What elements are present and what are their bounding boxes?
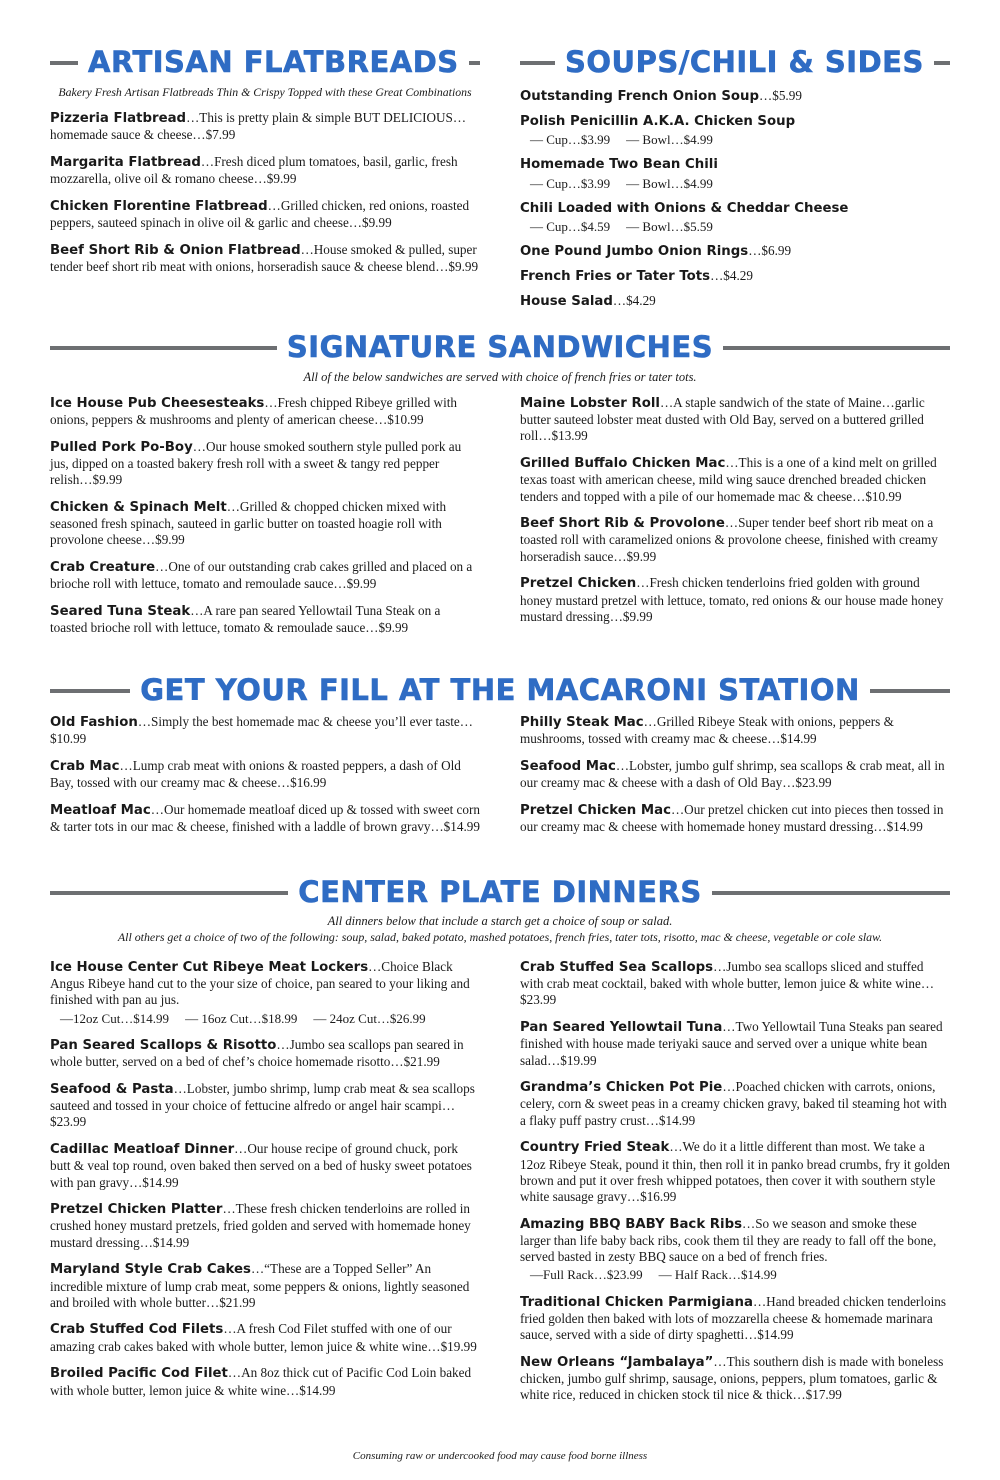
item-name: Beef Short Rib & Provolone <box>520 516 725 532</box>
item-name: House Salad <box>520 294 613 310</box>
menu-item <box>520 395 950 445</box>
item-name: Cadillac Meatloaf Dinner <box>50 1142 235 1158</box>
menu-item <box>520 802 950 835</box>
menu-item <box>50 1037 480 1070</box>
menu-item <box>520 293 950 310</box>
menu-item <box>520 1079 950 1129</box>
item-name: Crab Stuffed Cod Filets <box>50 1322 224 1338</box>
soups-title: SOUPS/CHILI & SIDES <box>565 45 924 79</box>
menu-item <box>520 1294 950 1344</box>
item-options <box>520 176 950 192</box>
item-description: …Jumbo sea scallops sliced and stuffed with crab meat cocktail, baked with whole butter, lemon juice & white wine…$23.99 <box>520 959 935 1008</box>
soups-header <box>520 45 950 79</box>
header-rule <box>50 891 288 895</box>
item-options <box>520 132 950 148</box>
item-description: …Hand breaded chicken tenderloins fried golden then baked with lots of mozzarella cheese & homemade marinara sauce, served with a side of dirty spaghetti…$14.99 <box>520 1293 946 1343</box>
menu-item <box>520 455 950 505</box>
menu-item <box>50 559 480 592</box>
item-description: …Poached chicken with carrots, onions, celery, corn & sweet peas in a creamy chicken gravy, baked til steaming hot with a flaky puff pastry crust…$14.99 <box>520 1079 947 1128</box>
item-description: …This southern dish is made with boneless chicken, jumbo gulf shrimp, sausage, onions, peppers, plum tomatoes, garlic & white rice, reduced in chicken stock til nice & thick…$17.99 <box>520 1353 944 1403</box>
item-name: Grilled Buffalo Chicken Mac <box>520 456 726 472</box>
item-description: …Lobster, jumbo gulf shrimp, sea scallops & crab meat, all in our creamy mac & cheese with a dash of Old Bay…$23.99 <box>520 757 945 791</box>
item-name: Ice House Pub Cheesesteaks <box>50 396 265 411</box>
item-option-price: — Half Rack…$14.99 <box>658 1267 777 1283</box>
item-name: Ice House Center Cut Ribeye Meat Lockers <box>50 960 369 975</box>
item-name: Crab Mac <box>50 758 120 774</box>
sandwiches-right-list <box>520 395 950 635</box>
dinners-left-list <box>50 959 480 1409</box>
sandwiches-left-list <box>50 395 480 647</box>
item-name: Grandma’s Chicken Pot Pie <box>520 1080 723 1096</box>
item-description: …Grilled Ribeye Steak with onions, peppers & mushrooms, tossed with creamy mac & cheese…$14.99 <box>520 714 894 747</box>
item-description: …$4.29 <box>612 293 656 309</box>
item-description: …Our house recipe of ground chuck, pork butt & veal top round, oven baked then served on a bed of husky sweet potatoes with pan gravy…$14.99 <box>50 1141 472 1190</box>
item-name: Seared Tuna Steak <box>50 604 191 620</box>
item-description: …$4.29 <box>710 268 753 284</box>
menu-item <box>520 1019 950 1069</box>
item-option-price: — Cup…$3.99 <box>530 132 611 148</box>
item-description: …Jumbo sea scallops pan seared in whole butter, served on a bed of chef’s choice homemade risotto…$21.99 <box>50 1037 464 1070</box>
item-description: …Super tender beef short rib meat on a toasted roll with caramelized onions & provolone cheese, finished with creamy horseradish sauce…$9.99 <box>520 515 938 564</box>
soups-list <box>520 88 950 318</box>
item-option-price: — Bowl…$4.99 <box>626 132 713 148</box>
sandwiches-title: SIGNATURE SANDWICHES <box>286 330 714 364</box>
item-option-price: —Full Rack…$23.99 <box>530 1267 643 1283</box>
sandwiches-header <box>50 330 950 364</box>
menu-item <box>520 243 950 260</box>
header-rule <box>50 346 277 350</box>
item-option-price: — Cup…$4.59 <box>530 218 611 234</box>
macaroni-right-list <box>520 714 950 846</box>
item-name: Pizzeria Flatbread <box>50 111 187 126</box>
item-name: Margarita Flatbread <box>50 154 201 170</box>
menu-item <box>50 714 480 747</box>
item-name: Traditional Chicken Parmigiana <box>520 1294 753 1310</box>
menu-item <box>520 156 950 191</box>
dinners-subtitle-2: All others get a choice of two of the following: soup, salad, baked potato, mashed potatoes, french fries, tater tots, risotto, mac & cheese, vegetable or cole slaw. <box>117 930 883 944</box>
item-name: Broiled Pacific Cod Filet <box>50 1366 228 1382</box>
item-description: …These fresh chicken tenderloins are rolled in crushed honey mustard pretzels, fried golden and served with homemade honey mustard dressing…$14.99 <box>50 1201 471 1250</box>
menu-item <box>50 603 480 636</box>
menu-item <box>50 1321 480 1354</box>
menu-item <box>520 959 950 1009</box>
item-description: …$6.99 <box>748 242 792 258</box>
item-description: …An 8oz thick cut of Pacific Cod Loin baked with whole butter, lemon juice & white wine…$14.99 <box>50 1365 472 1398</box>
menu-item <box>50 198 480 231</box>
item-description: …Two Yellowtail Tuna Steaks pan seared finished with house made teriyaki sauce and served over a unique white bean salad…$19.99 <box>520 1019 943 1068</box>
menu-item <box>50 959 480 1027</box>
dinners-header <box>50 875 950 909</box>
item-option-price: — 24oz Cut…$26.99 <box>313 1010 426 1026</box>
menu-item <box>50 110 480 143</box>
menu-item <box>520 1354 950 1404</box>
item-description: …Lump crab meat with onions & roasted peppers, a dash of Old Bay, tossed with our creamy mac & cheese…$16.99 <box>50 757 461 791</box>
dinners-subtitle-1: All dinners below that include a starch get a choice of soup or salad. <box>327 914 673 928</box>
menu-item <box>520 113 950 148</box>
item-description: …We do it a little different than most. We take a 12oz Ribeye Steak, pound it thin, then roll it in panko bread crumbs, fry it golden brown and put it over fresh whipped potatoes, then cover it with southern style white sausage gravy…$16.99 <box>520 1139 950 1204</box>
item-description: …Grilled chicken, red onions, roasted peppers, sauteed spinach in olive oil & garlic and cheese…$9.99 <box>50 197 470 231</box>
macaroni-title: GET YOUR FILL AT THE MACARONI STATION <box>140 673 860 707</box>
menu-item <box>520 1139 950 1205</box>
item-option-price: — Bowl…$5.59 <box>626 218 713 234</box>
item-description: …Fresh chicken tenderloins fried golden with ground honey mustard pretzel with lettuce, tomato, red onions & our house made honey mustard dressing…$9.99 <box>520 575 944 624</box>
menu-item <box>520 758 950 791</box>
item-name: Country Fried Steak <box>520 1140 670 1156</box>
item-options <box>50 1011 480 1027</box>
sandwiches-subtitle: All of the below sandwiches are served with choice of french fries or tater tots. <box>303 370 697 384</box>
menu-item <box>520 268 950 285</box>
footer-disclaimer: Consuming raw or undercooked food may cause food borne illness <box>352 1450 648 1462</box>
menu-item <box>50 499 480 549</box>
item-description: …A fresh Cod Filet stuffed with one of our amazing crab cakes baked with whole butter, lemon juice & white wine…$19.99 <box>50 1321 477 1354</box>
menu-item <box>50 758 480 791</box>
menu-item <box>50 1141 480 1191</box>
item-name: Crab Stuffed Sea Scallops <box>520 960 714 975</box>
header-rule <box>50 689 130 693</box>
item-description: …Our homemade meatloaf diced up & tossed with sweet corn & tarter tots in our mac & cheese, finished with a laddle of brown gravy…$14.99 <box>50 801 480 835</box>
header-rule <box>934 61 950 65</box>
item-name: Pan Seared Scallops & Risotto <box>50 1038 277 1054</box>
item-name: Beef Short Rib & Onion Flatbread <box>50 242 301 258</box>
item-description: …Fresh diced plum tomatoes, basil, garlic, fresh mozzarella, olive oil & romano cheese…$9.99 <box>50 153 458 187</box>
item-name: Crab Creature <box>50 560 156 576</box>
item-description: …This is a one of a kind melt on grilled texas toast with american cheese, mild wing sauce drenched breaded chicken tenders and topped with a pile of our homemade mac & cheese…$10.99 <box>520 455 937 504</box>
header-rule <box>723 346 950 350</box>
item-description: …Grilled & chopped chicken mixed with seasoned fresh spinach, sauteed in garlic butter on toasted hoagie roll with provolone cheese…$9.99 <box>50 499 447 548</box>
item-name: Pretzel Chicken <box>520 576 637 592</box>
menu-item <box>520 1216 950 1284</box>
item-description: …$5.99 <box>759 88 802 103</box>
item-description: …Fresh chipped Ribeye grilled with onions, peppers & mushrooms and plenty of american cheese…$10.99 <box>50 395 457 428</box>
item-description: …This is pretty plain & simple BUT DELICIOUS… homemade sauce & cheese…$7.99 <box>50 110 467 143</box>
item-name: French Fries or Tater Tots <box>520 269 711 285</box>
menu-item <box>50 1201 480 1251</box>
header-rule <box>520 61 555 65</box>
item-name: Maine Lobster Roll <box>520 396 660 411</box>
item-name: Philly Steak Mac <box>520 715 644 730</box>
item-name: Pretzel Chicken Platter <box>50 1202 223 1218</box>
item-name: Pan Seared Yellowtail Tuna <box>520 1020 723 1036</box>
macaroni-left-list <box>50 714 480 846</box>
header-rule <box>870 689 950 693</box>
item-options <box>520 1267 950 1283</box>
item-option-price: —12oz Cut…$14.99 <box>60 1010 170 1026</box>
header-rule <box>469 61 480 65</box>
item-description: …Simply the best homemade mac & cheese you’ll ever taste…$10.99 <box>50 714 473 747</box>
item-options <box>520 219 950 235</box>
item-description: …So we season and smoke these larger than life baby back ribs, cook them til they are ready to fall off the bone, served basted in zesty BBQ sauce on a bed of french fries. <box>520 1215 937 1265</box>
menu-item <box>520 515 950 565</box>
header-rule <box>712 891 950 895</box>
menu-item <box>520 88 950 105</box>
menu-item <box>520 200 950 235</box>
item-description: …One of our outstanding crab cakes grilled and placed on a brioche roll with lettuce, tomato and remoulade sauce…$9.99 <box>50 559 473 592</box>
item-description: …Our house smoked southern style pulled pork au jus, dipped on a toasted bakery fresh roll with a sweet & tangy red pepper relish…$9.99 <box>50 438 462 488</box>
item-name: Seafood Mac <box>520 758 616 774</box>
menu-item <box>520 575 950 625</box>
item-name: Amazing BBQ BABY Back Ribs <box>520 1216 743 1232</box>
menu-item <box>50 439 480 489</box>
menu-item <box>50 395 480 428</box>
item-description: …“These are a Topped Seller” An incredible mixture of lump crab meat, some peppers & onions, lightly seasoned and broiled with whole butter…$21.99 <box>50 1261 470 1310</box>
item-description: …A rare pan seared Yellowtail Tuna Steak on a toasted brioche roll with lettuce, tomato & remoulade sauce…$9.99 <box>50 603 441 636</box>
macaroni-header <box>50 673 950 707</box>
item-option-price: — Cup…$3.99 <box>530 175 611 191</box>
flatbreads-list <box>50 110 480 286</box>
item-name: New Orleans “Jambalaya” <box>520 1354 714 1370</box>
item-name: One Pound Jumbo Onion Rings <box>520 243 749 259</box>
item-name: Seafood & Pasta <box>50 1082 174 1098</box>
dinners-title: CENTER PLATE DINNERS <box>298 875 702 909</box>
item-description: …Lobster, jumbo shrimp, lump crab meat & sea scallops sauteed and tossed in your choice of fettucine alfredo or angel hair scampi…$23.99 <box>50 1081 475 1130</box>
item-name: Chicken Florentine Flatbread <box>50 198 268 214</box>
header-rule <box>50 61 78 65</box>
item-name: Chili Loaded with Onions & Cheddar Cheese <box>520 200 849 216</box>
dinners-right-list <box>520 959 950 1414</box>
item-name: Pretzel Chicken Mac <box>520 802 671 818</box>
item-name: Homemade Two Bean Chili <box>520 157 718 173</box>
item-name: Pulled Pork Po-Boy <box>50 439 193 455</box>
menu-item <box>50 242 480 275</box>
item-name: Outstanding French Onion Soup <box>520 89 760 104</box>
item-option-price: — Bowl…$4.99 <box>626 175 713 191</box>
flatbreads-header <box>50 45 480 79</box>
menu-item <box>50 154 480 187</box>
item-description: …Our pretzel chicken cut into pieces then tossed in our creamy mac & cheese with homemade honey mustard dressing…$14.99 <box>520 801 944 835</box>
item-description: …Choice Black Angus Ribeye hand cut to the your size of choice, pan seared to your liking and finished with pan au jus. <box>50 959 470 1008</box>
flatbreads-subtitle: Bakery Fresh Artisan Flatbreads Thin & Crispy Topped with these Great Combinations <box>58 85 472 99</box>
menu-item <box>50 1081 480 1131</box>
item-name: Polish Penicillin A.K.A. Chicken Soup <box>520 114 796 130</box>
menu-item <box>50 1261 480 1311</box>
menu-item <box>50 802 480 835</box>
item-name: Meatloaf Mac <box>50 802 151 818</box>
item-option-price: — 16oz Cut…$18.99 <box>185 1010 298 1026</box>
menu-item <box>520 714 950 747</box>
item-name: Maryland Style Crab Cakes <box>50 1262 251 1278</box>
item-name: Chicken & Spinach Melt <box>50 500 227 516</box>
item-description: …House smoked & pulled, super tender beef short rib meat with onions, horseradish sauce & cheese blend…$9.99 <box>50 241 479 274</box>
item-description: …A staple sandwich of the state of Maine…garlic butter sauteed lobster meat dusted with Old Bay, served on a buttered grilled roll…$13.99 <box>520 395 925 444</box>
menu-item <box>50 1365 480 1398</box>
item-name: Old Fashion <box>50 715 138 730</box>
flatbreads-title: ARTISAN FLATBREADS <box>88 45 459 79</box>
